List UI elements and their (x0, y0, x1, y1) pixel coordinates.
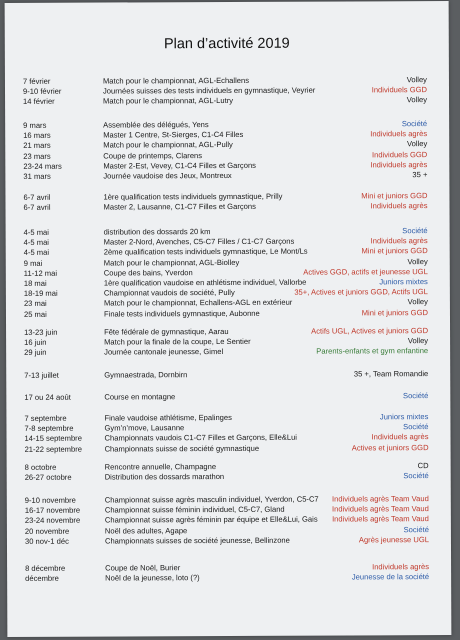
activity-group: CD (417, 461, 429, 471)
activity-date: 4-5 mai (23, 248, 50, 258)
activity-row (7, 443, 451, 455)
document-title: Plan d’activité 2019 (163, 35, 290, 53)
activity-event: Noël de la jeunesse, loto (?) (105, 573, 200, 583)
activity-date: 9 mai (23, 258, 43, 268)
activity-event: distribution des dossards 20 km (103, 227, 211, 237)
activity-event: Finale tests individuels gymnastique, Aubonne (103, 308, 260, 319)
activity-date: 8 octobre (24, 462, 57, 472)
activity-date: 4-5 mai (23, 237, 50, 248)
activity-event: Journées suisses des tests individuels en gymnastique, Veyrier (102, 85, 316, 96)
activity-event: Match pour le championnat, AGL-Pully (103, 140, 233, 150)
activity-event: Rencontre annuelle, Champagne (104, 462, 217, 472)
activity-date: 23 mars (23, 151, 51, 161)
month-section (5, 191, 449, 213)
activity-date: 11-12 mai (23, 268, 58, 278)
activity-event: Master 2-Nord, Avenches, C5-C7 Filles / C1-C7 Garçons (103, 236, 295, 247)
month-section (6, 226, 450, 320)
activity-date: 29 juin (24, 348, 47, 358)
activity-event: Match pour le championnat, AGL-Biolley (103, 257, 240, 268)
activity-date: 7 février (22, 76, 51, 86)
activity-date: 18-19 mai (23, 288, 58, 299)
activity-event: Championnats suisse de société gymnastique (104, 443, 260, 454)
activity-date: 30 nov-1 déc (24, 536, 69, 546)
activity-date: 7-13 juillet (24, 370, 59, 380)
activity-event: Match pour le championnat, Echallens-AGL en extérieur (103, 298, 293, 308)
activity-date: 14-15 septembre (24, 434, 82, 444)
activity-group: Individuels GGD (371, 149, 428, 159)
activity-date: 9-10 novembre (24, 495, 76, 505)
activity-group: Agrès jeunesse UGL (358, 534, 429, 545)
activity-group: 35+, Actives et juniors GGD, Actifs UGL (294, 287, 428, 297)
activity-event: 1ère qualification vaudoise en athlétisme individuel, Vallorbe (103, 277, 307, 288)
activity-group: Mini et juniors GGD (361, 307, 428, 317)
month-section (7, 461, 451, 483)
activity-group: Volley (407, 256, 428, 266)
activity-event: Finale vaudoise athlétisme, Epalinges (104, 412, 232, 423)
activity-event: Master 2, Lausanne, C1-C7 Filles et Garçons (103, 202, 256, 212)
activity-group: Société (402, 226, 428, 236)
activity-event: Gymnaestrada, Dornbirn (104, 370, 188, 380)
activity-event: 2ème qualification tests individuels gymnastique, Le Mont/Ls (103, 247, 308, 257)
activity-date: 7 septembre (24, 413, 67, 423)
activity-event: Coupe des bains, Yverdon (103, 267, 193, 278)
activity-date: 9-10 février (22, 86, 62, 97)
activity-date: décembre (25, 573, 59, 584)
activity-event: Distribution des dossards marathon (104, 472, 225, 482)
activity-event: Match pour le championnat, AGL-Echallens (102, 75, 250, 86)
activity-row (7, 535, 451, 547)
activity-date: 26-27 octobre (24, 472, 72, 483)
activity-group: Individuels agrès Team Vaud (332, 514, 429, 524)
month-section (7, 562, 451, 584)
activity-event: Championnats vaudois C1-C7 Filles et Garçons, Elle&Lui (104, 433, 298, 443)
activity-row (7, 471, 451, 483)
activity-date: 18 mai (23, 278, 47, 288)
activity-group: Parents-enfants et gym enfantine (316, 346, 429, 356)
activity-group: Volley (406, 95, 428, 105)
activity-group: Individuels agrès (370, 201, 428, 211)
activity-group: Mini et juniors GGD (361, 246, 428, 256)
activity-event: Fête fédérale de gymnastique, Aarau (104, 326, 229, 337)
activity-date: 14 février (23, 97, 55, 107)
month-section (5, 119, 449, 182)
activity-group: Société (403, 422, 429, 432)
activity-event: Coupe de Noël, Burier (105, 563, 181, 573)
activity-date: 16-17 novembre (24, 505, 81, 516)
activity-group: 35 + (412, 170, 428, 180)
activity-row (6, 369, 450, 381)
activity-row (5, 201, 449, 213)
activity-event: Journée cantonale jeunesse, Gimel (104, 347, 224, 357)
activity-date: 6-7 avril (23, 202, 51, 213)
activity-event: Noël des adultes, Agape (104, 525, 188, 536)
activity-group: Individuels agrès (370, 159, 428, 170)
activity-date: 17 ou 24 août (24, 392, 71, 402)
activity-date: 31 mars (23, 171, 51, 181)
activity-group: Société (402, 391, 429, 401)
activity-row (5, 95, 449, 107)
activity-row (6, 391, 450, 403)
month-section (5, 75, 449, 107)
activity-group: Individuels agrès Team Vaud (331, 494, 429, 504)
month-section (6, 391, 450, 403)
activity-event: Match pour la finale de la coupe, Le Sentier (104, 337, 251, 347)
month-section (6, 326, 450, 358)
activity-group: Juniors mixtes (379, 412, 429, 422)
activity-date: 13-23 juin (24, 327, 58, 337)
activity-group: Volley (407, 297, 428, 307)
activity-event: Assemblée des délégués, Yens (103, 120, 209, 130)
activity-event: Coupe de printemps, Clarens (103, 150, 203, 161)
activity-group: Juniors mixtes (379, 277, 428, 287)
activity-group: Volley (406, 139, 428, 149)
activity-event: Course en montagne (104, 392, 176, 402)
activity-event: Championnat vaudois de société, Pully (103, 288, 235, 298)
activity-event: Journée vaudoise des Jeux, Montreux (103, 170, 232, 181)
activity-group: Volley (406, 75, 427, 85)
activity-date: 8 décembre (25, 563, 66, 573)
activity-date: 25 mai (23, 309, 47, 319)
activity-date: 7-8 septembre (24, 423, 74, 434)
activity-group: Individuels agrès (370, 236, 428, 246)
activity-row (6, 308, 450, 320)
activity-group: Volley (407, 336, 429, 346)
activity-event: Master 1 Centre, St-Sierges, C1-C4 Filles (103, 130, 244, 140)
activity-group: Actives GGD, actifs et jeunesse UGL (303, 266, 428, 277)
activity-event: Championnat suisse agrès masculin individuel, Yverdon, C5-C7 (104, 494, 319, 505)
activity-event: Championnat suisse féminin individuel, C5-C7, Gland (104, 504, 285, 515)
activity-group: Actives et juniors GGD (351, 442, 429, 453)
activity-group: Société (403, 471, 429, 481)
month-section (6, 369, 450, 381)
document-sheet (5, 1, 452, 637)
activity-date: 23 mai (23, 299, 47, 309)
activity-row (6, 346, 450, 358)
activity-event: Match pour le championnat, AGL-Lutry (103, 96, 234, 106)
activity-date: 21 mars (23, 141, 51, 151)
activity-date: 21-22 septembre (24, 444, 83, 454)
activity-row (5, 170, 449, 182)
month-section (7, 494, 451, 547)
activity-group: Actifs UGL, Actives et juniors GGD (311, 326, 429, 336)
activity-date: 16 mars (23, 130, 51, 141)
activity-group: Individuels agrès (371, 432, 429, 442)
activity-group: Mini et juniors GGD (361, 191, 428, 201)
month-section (6, 412, 450, 455)
activity-group: Individuels agrès (372, 562, 430, 572)
activity-group: Société (403, 524, 429, 534)
activity-event: Championnats suisses de société jeunesse, Bellinzone (104, 535, 290, 546)
activity-date: 6-7 avril (23, 192, 51, 202)
activity-group: Individuels agrès Team Vaud (331, 504, 429, 514)
activity-group: Individuels GGD (371, 85, 428, 95)
activity-date: 23-24 mars (23, 161, 62, 171)
activity-date: 16 juin (24, 337, 47, 348)
activity-group: Individuels agrès (370, 129, 428, 139)
activity-group: 35 +, Team Romandie (353, 369, 429, 379)
activity-group: Société (401, 119, 428, 129)
activity-event: Master 2-Est, Vevey, C1-C4 Filles et Garçons (103, 160, 256, 171)
activity-date: 4-5 mai (23, 227, 49, 237)
activity-group: Jeunesse de la société (351, 572, 430, 582)
activity-event: 1ère qualification tests individuels gymnastique, Prilly (103, 191, 283, 202)
activity-date: 20 novembre (24, 526, 70, 536)
activity-event: Gym’n’move, Lausanne (104, 423, 185, 433)
activity-event: Championnat suisse agrès féminin par équipe et Elle&Lui, Gais (104, 514, 318, 525)
activity-date: 9 mars (23, 120, 47, 130)
activity-row (7, 572, 451, 584)
activity-date: 23-24 novembre (24, 516, 81, 526)
